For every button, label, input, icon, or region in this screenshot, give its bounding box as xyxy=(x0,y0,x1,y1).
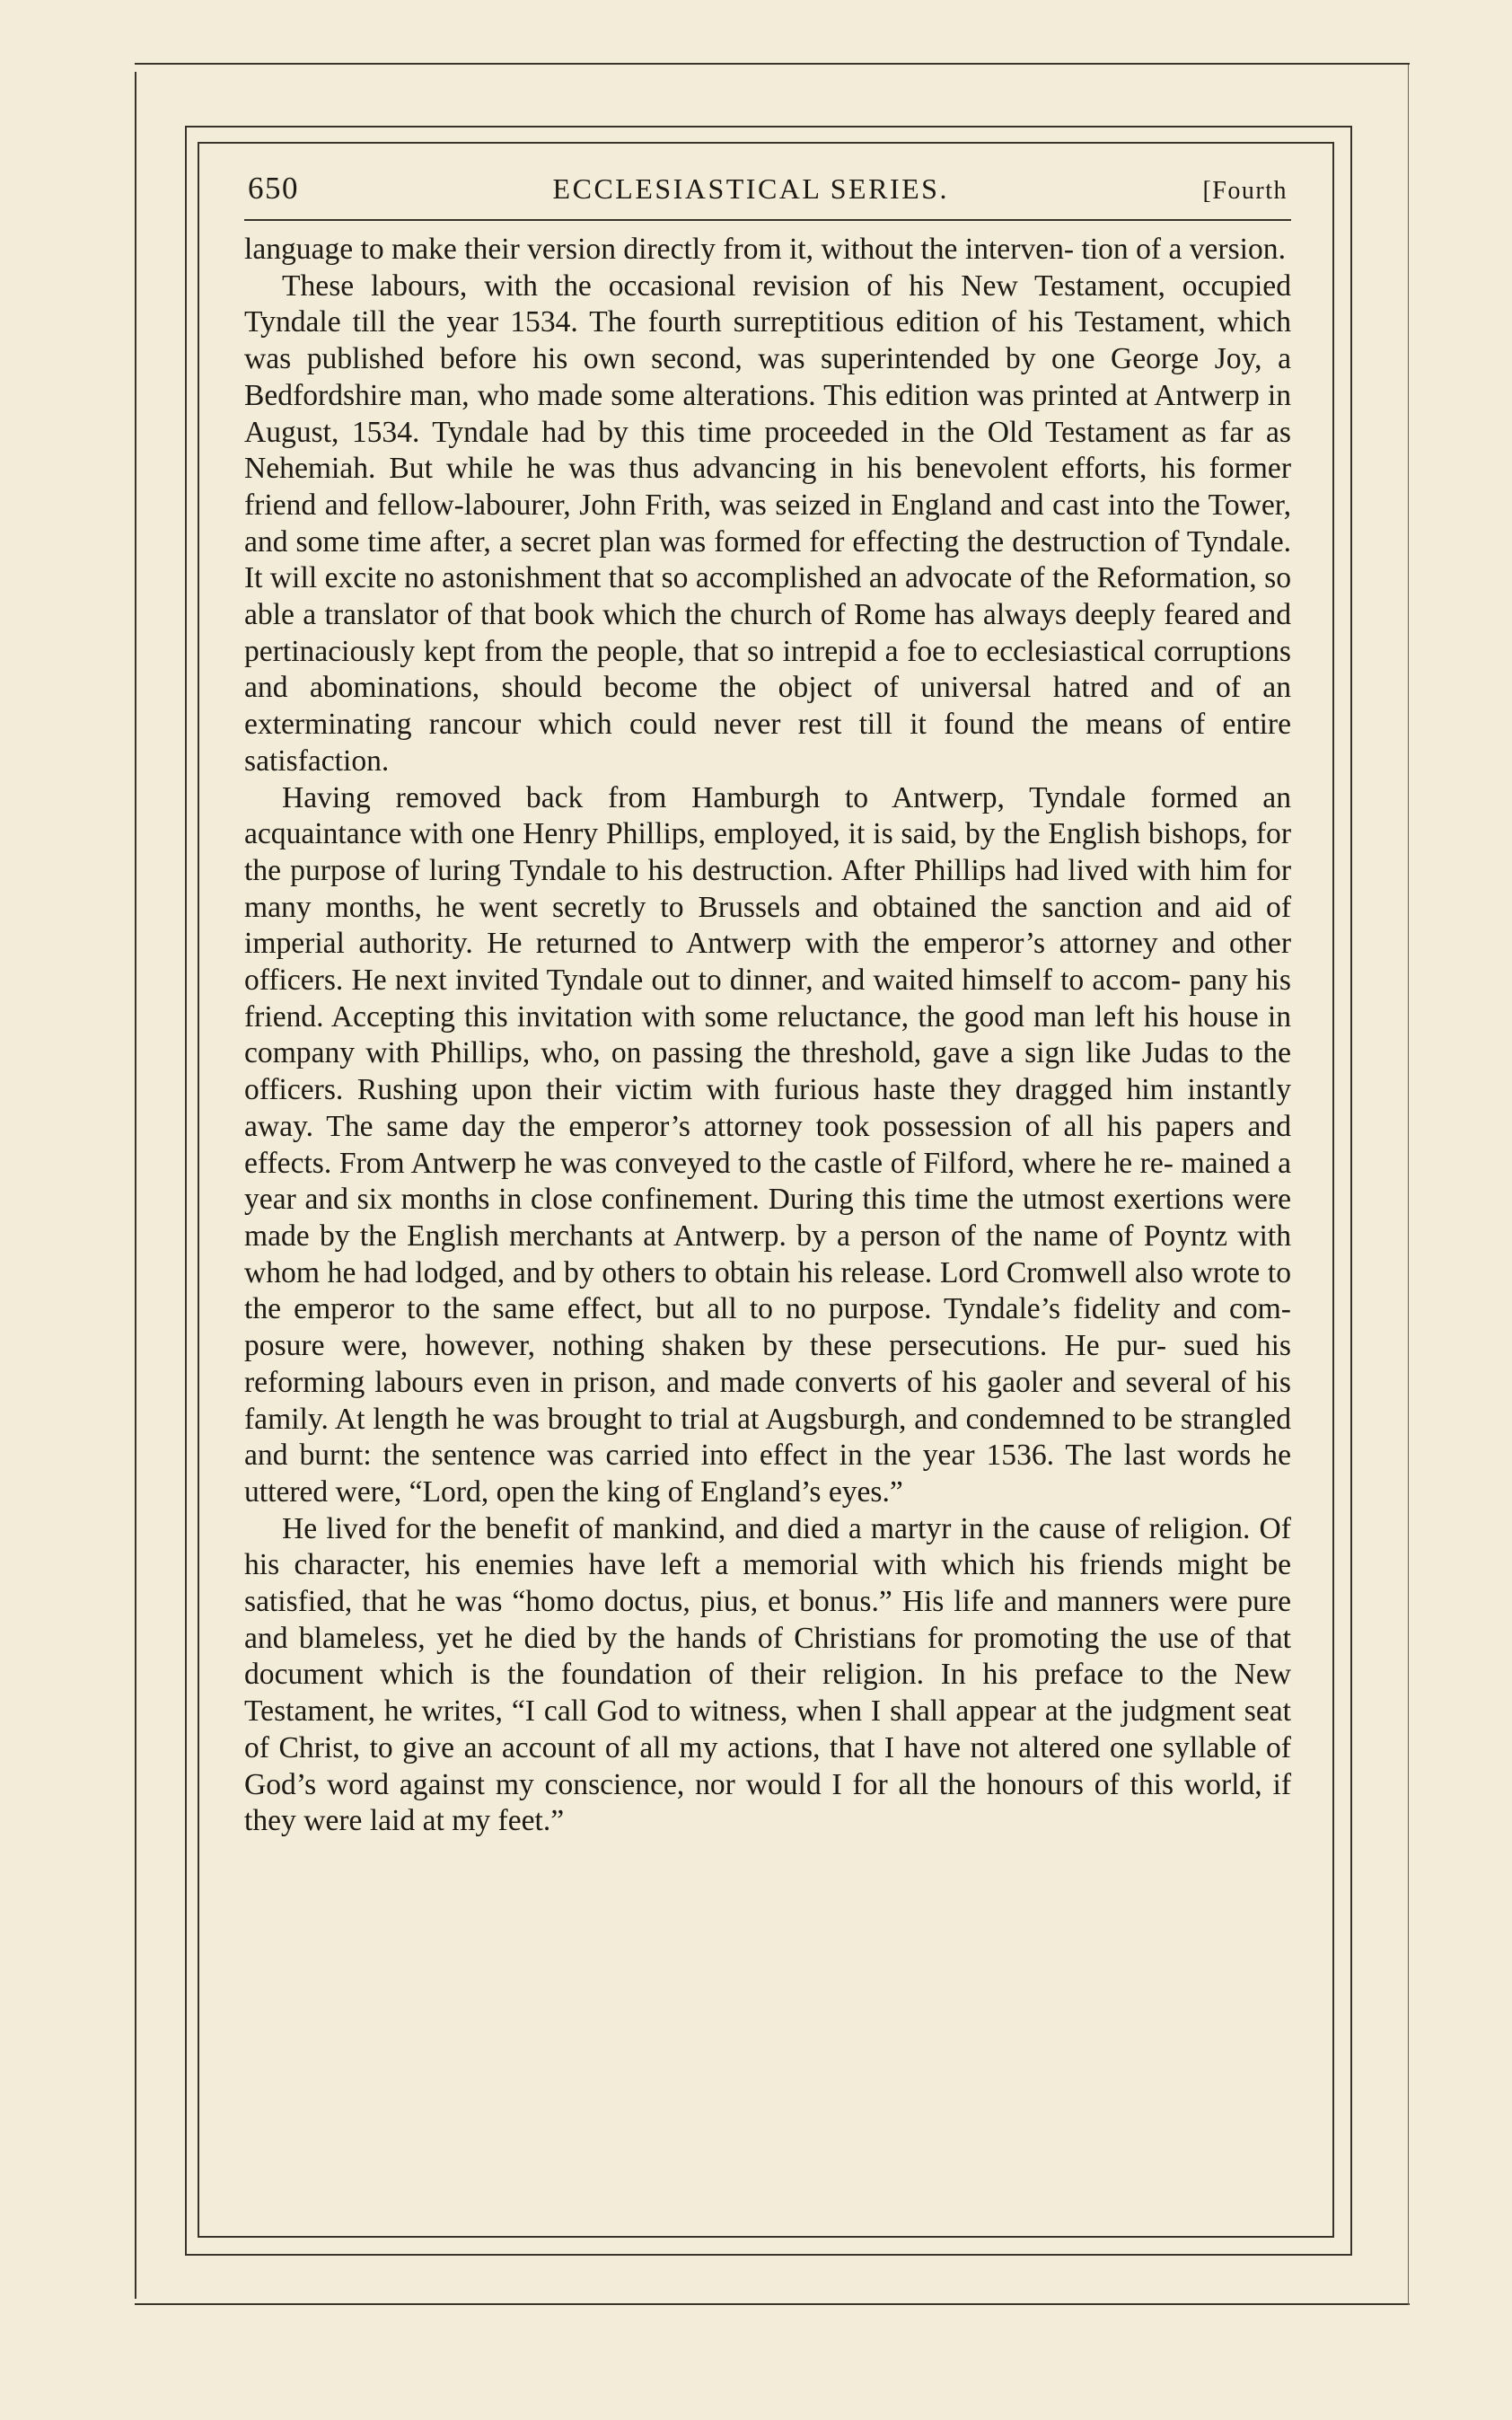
outer-border-bottom xyxy=(135,2303,1410,2305)
running-head-part: [Fourth xyxy=(1202,177,1288,205)
page-number: 650 xyxy=(248,171,299,206)
paragraph: Having removed back from Hamburgh to Antwerp, Tyndale formed an acquaintance with one Henry Phillips, employed, it is said, by the English bishops, for the purpose of luring Tyndale to his destruction. After Phillips had lived with him for many months, he went secretly to Brussels and obtained the sanction and aid of imperial authority. He returned to Antwerp with the emperor’s attorney and other officers. He next invited Tyndale out to dinner, and waited himself to accom- pany his friend. Accepting this invitation with some reluctance, the good man left his house in company with Phillips, who, on passing the threshold, gave a sign like Judas to the officers. Rushing upon their victim with furious haste they dragged him instantly away. The same day the emperor’s attorney took possession of all his papers and effects. From Antwerp he was conveyed to the castle of Filford, where he re- mained a year and six months in close confinement. During this time the utmost exertions were made by the English merchants at Antwerp. by a person of the name of Poyntz with whom he had lodged, and by others to obtain his release. Lord Cromwell also wrote to the emperor to the same effect, but all to no purpose. Tyndale’s fidelity and com- posure were, however, nothing shaken by these persecutions. He pur- sued his reforming labours even in prison, and made converts of his gaoler and several of his family. At length he was brought to trial at Augsburgh, and condemned to be strangled and burnt: the sentence was carried into effect in the year 1536. The last words he uttered were, “Lord, open the king of England’s eyes.” xyxy=(244,780,1291,1509)
running-head-title: ECCLESIASTICAL SERIES. xyxy=(552,172,949,205)
running-head xyxy=(244,171,1291,207)
header-rule xyxy=(244,219,1291,221)
body-text xyxy=(244,232,1291,1840)
page-content xyxy=(244,171,1291,1840)
outer-border-top xyxy=(135,63,1410,65)
paragraph: He lived for the benefit of mankind, and died a martyr in the cause of religion. Of his character, his enemies have left a memorial with which his friends might be satisfied, that he was “homo doctus, pius, et bonus.” His life and manners were pure and blameless, yet he died by the hands of Christians for promoting the use of that document which is the foundation of their religion. In his preface to the New Testament, he writes, “I call God to witness, when I shall appear at the judgment seat of Christ, to give an account of all my actions, that I have not altered one syllable of God’s word against my conscience, nor would I for all the honours of this world, if they were laid at my feet.” xyxy=(244,1511,1291,1838)
paragraph-continuation: language to make their version directly from it, without the interven- tion of a version. xyxy=(244,233,1286,266)
outer-border-left xyxy=(135,72,136,2299)
paragraph: These labours, with the occasional revision of his New Testament, occupied Tyndale till the year 1534. The fourth surreptitious edition of his Testament, which was published before his own second, was superintended by one George Joy, a Bedfordshire man, who made some alterations. This edition was printed at Antwerp in August, 1534. Tyndale had by this time proceeded in the Old Testament as far as Nehemiah. But while he was thus advancing in his benevolent efforts, his former friend and fellow-labourer, John Frith, was seized in England and cast into the Tower, and some time after, a secret plan was formed for effecting the destruction of Tyndale. It will excite no astonishment that so accomplished an advocate of the Reformation, so able a translator of that book which the church of Rome has always deeply feared and pertinaciously kept from the people, that so intrepid a foe to ecclesiastical corruptions and abominations, should become the object of universal hatred and of an exterminating rancour which could never rest till it found the means of entire satisfaction. xyxy=(244,268,1291,778)
outer-border-right xyxy=(1408,65,1409,2305)
